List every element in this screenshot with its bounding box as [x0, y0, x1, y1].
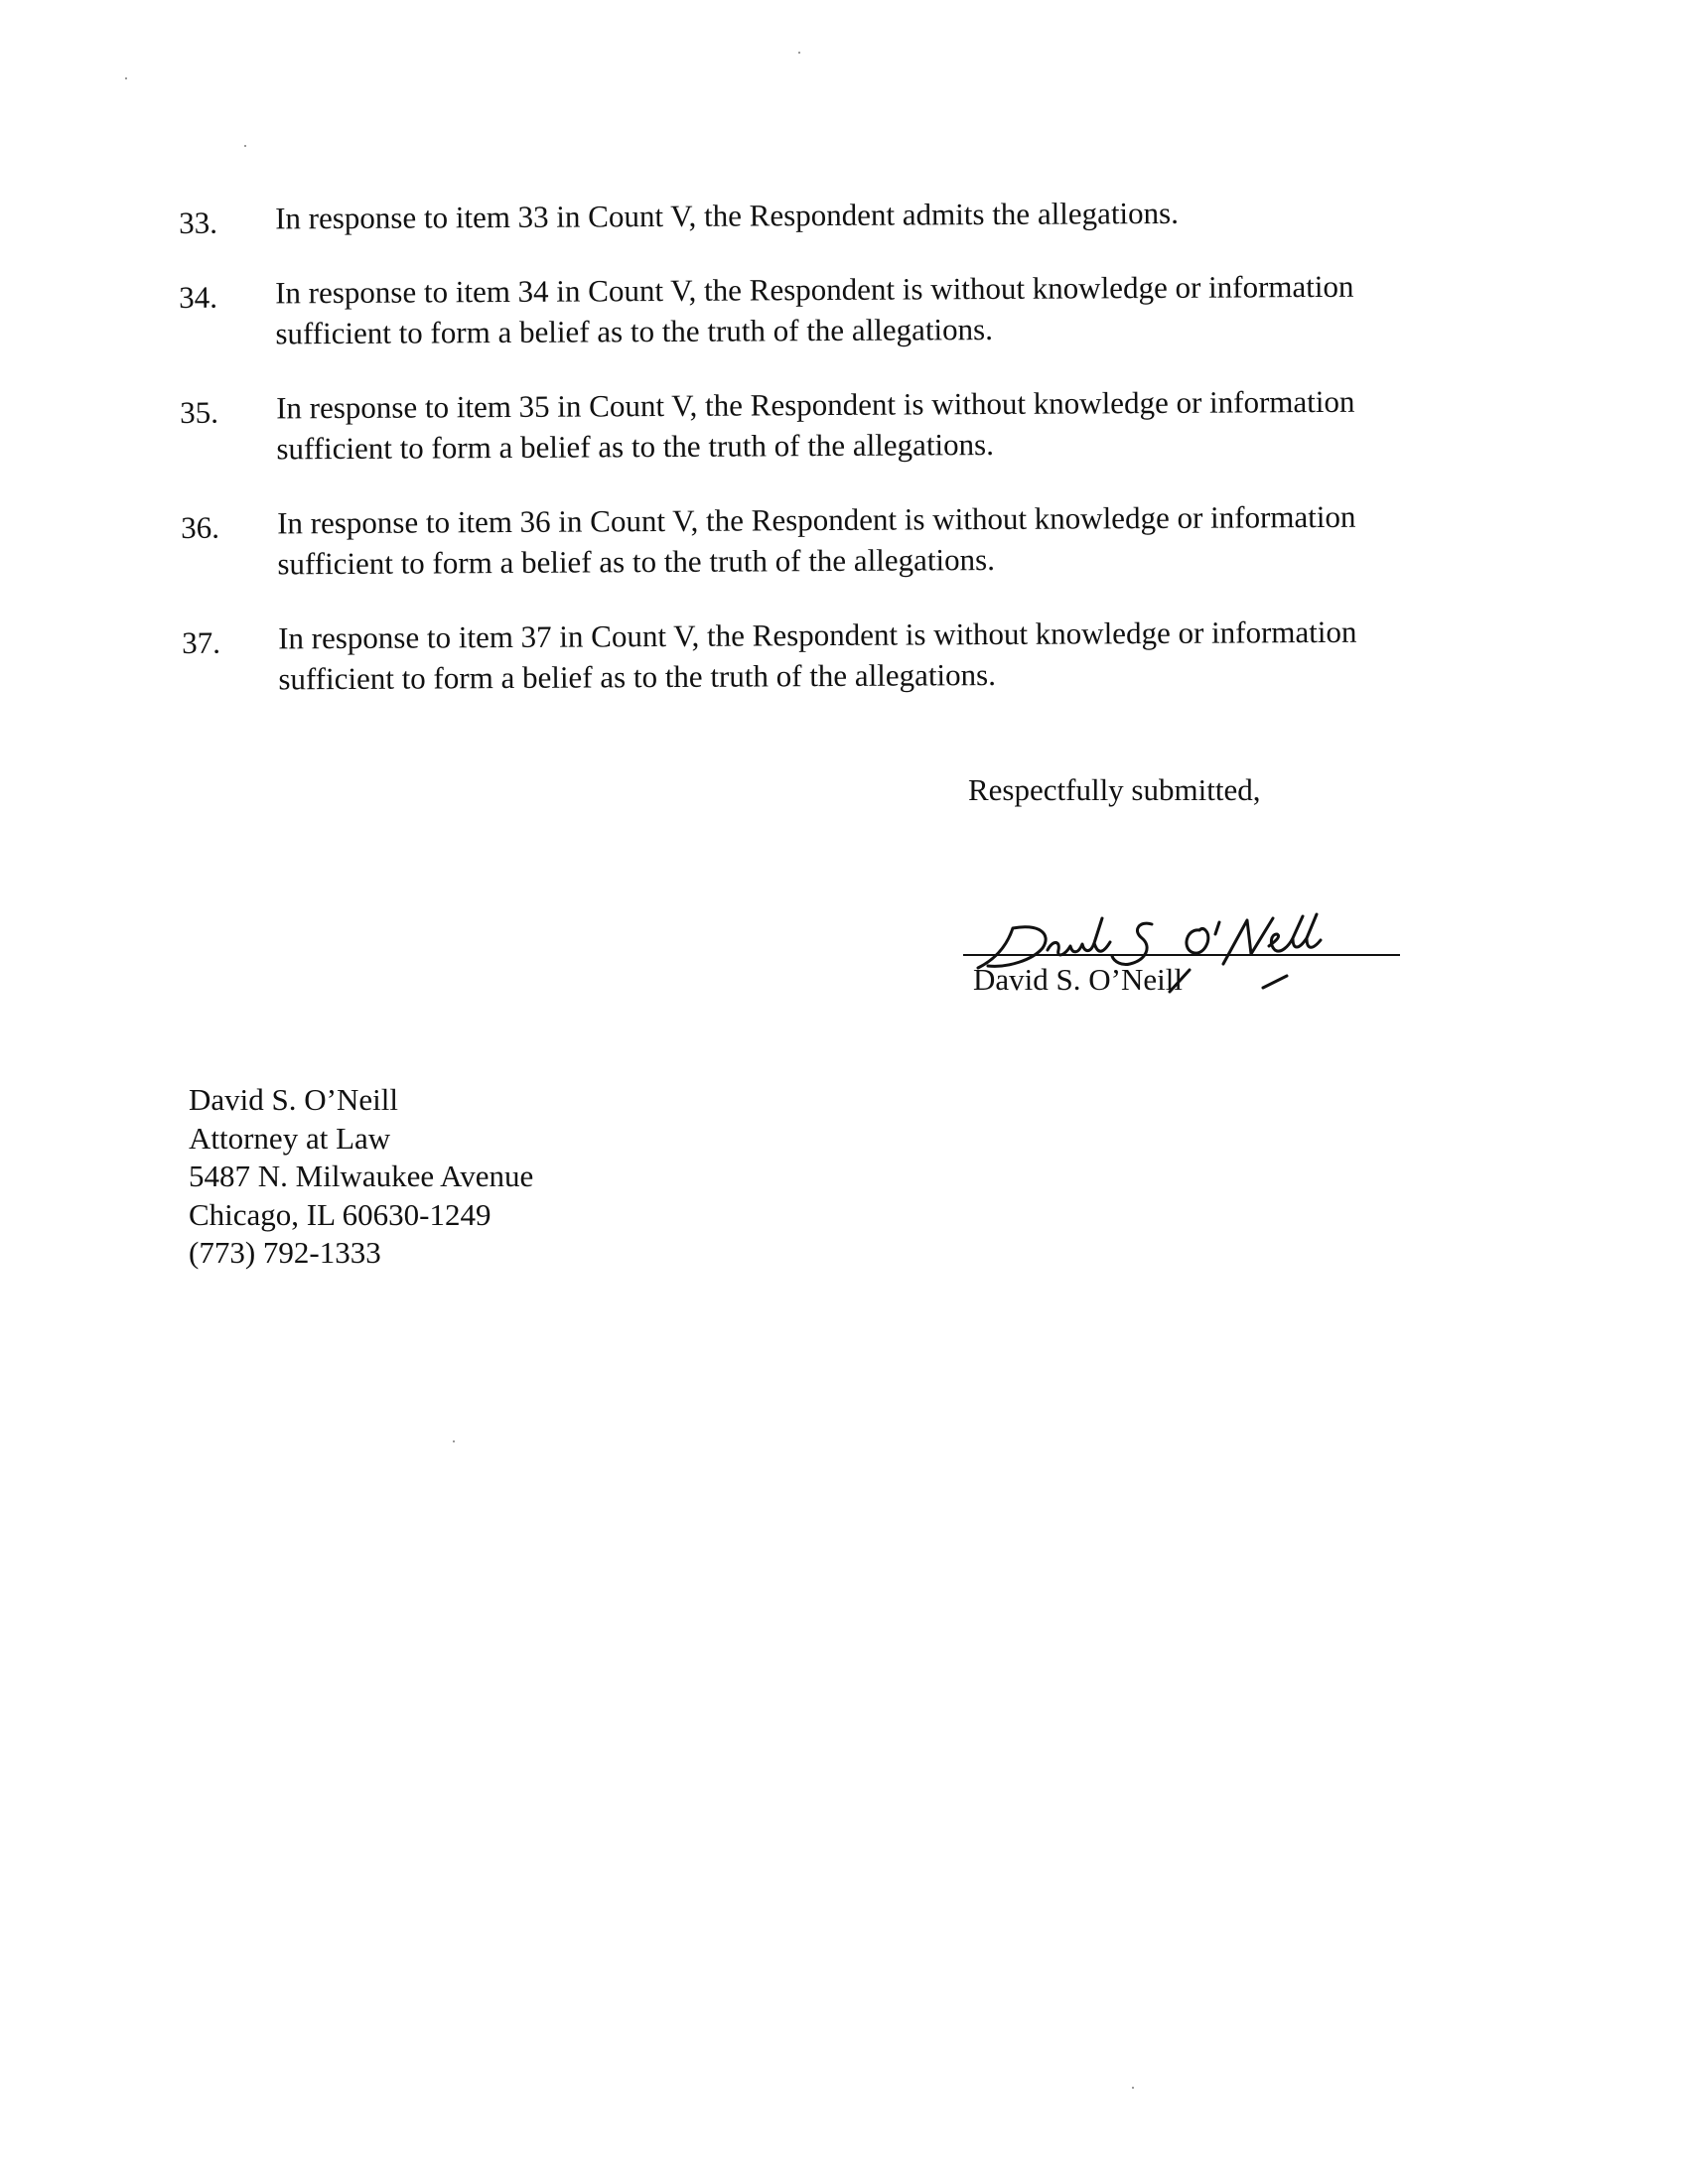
- item-text: [276, 379, 1567, 469]
- signature-block: [953, 888, 1410, 1018]
- item-text: [275, 264, 1566, 353]
- item-text: [278, 610, 1569, 699]
- city-state-zip: Chicago, IL 60630-1249: [189, 1196, 491, 1232]
- scan-speck: [1132, 2087, 1134, 2089]
- item-number: 37.: [182, 624, 221, 660]
- scan-speck: [453, 1440, 455, 1442]
- item-text: [277, 494, 1568, 584]
- item-text-line: sufficient to form a belief as to the truth of the allegations.: [276, 426, 995, 467]
- phone-number: (773) 792-1333: [189, 1235, 381, 1270]
- attorney-address-block: [189, 1081, 533, 1273]
- item-number: 35.: [180, 394, 219, 430]
- item-text: [275, 190, 1566, 238]
- scan-speck: [244, 145, 246, 147]
- attorney-title: Attorney at Law: [189, 1120, 391, 1156]
- item-text-line: In response to item 35 in Count V, the Respondent is without knowledge or information: [276, 383, 1355, 426]
- item-text-line: sufficient to form a belief as to the truth of the allegations.: [275, 311, 994, 351]
- item-text-line: sufficient to form a belief as to the truth of the allegations.: [277, 541, 996, 582]
- closing-text: Respectfully submitted,: [968, 772, 1261, 807]
- item-number: 36.: [181, 509, 220, 545]
- signer-printed-name: David S. O’Neill: [973, 962, 1183, 997]
- item-text-line: In response to item 33 in Count V, the Respondent admits the allegations.: [275, 195, 1180, 236]
- item-text-line: In response to item 36 in Count V, the Respondent is without knowledge or information: [277, 498, 1356, 541]
- scan-speck: [798, 52, 800, 54]
- item-number: 33.: [179, 205, 218, 240]
- item-number: 34.: [179, 279, 218, 315]
- scan-speck: [125, 77, 127, 79]
- street-address: 5487 N. Milwaukee Avenue: [189, 1159, 534, 1193]
- attorney-name: David S. O’Neill: [189, 1082, 398, 1117]
- item-text-line: In response to item 34 in Count V, the Respondent is without knowledge or information: [275, 268, 1354, 311]
- item-text-line: In response to item 37 in Count V, the Respondent is without knowledge or information: [278, 614, 1357, 656]
- signature-line: [963, 954, 1400, 956]
- item-text-line: sufficient to form a belief as to the truth of the allegations.: [278, 656, 997, 697]
